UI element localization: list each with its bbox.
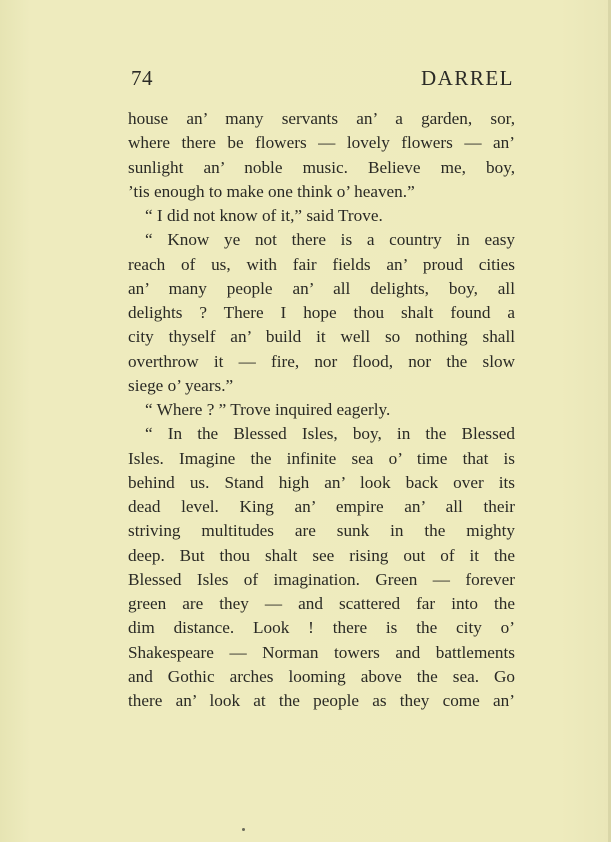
text-line: deep. But thou shalt see rising out of it the	[128, 545, 515, 565]
text-line: Isles. Imagine the infinite sea o’ time that is	[128, 448, 515, 468]
page-speck	[242, 828, 245, 831]
text-line: green are they — and scattered far into the	[128, 594, 515, 613]
text-line: “ Know ye not there is a country in easy	[145, 230, 515, 250]
text-line: striving multitudes are sunk in the mighty	[128, 521, 515, 541]
text-line: Shakespeare — Norman towers and battlements	[128, 642, 515, 662]
text-line: delights ? There I hope thou shalt found a	[128, 303, 515, 322]
text-line: city thyself an’ build it well so nothing shall	[128, 327, 515, 347]
text-line: Blessed Isles of imagination. Green — forever	[128, 569, 515, 589]
body-text	[128, 107, 515, 713]
text-line: siege o’ years.”	[128, 375, 234, 395]
text-line: an’ many people an’ all delights, boy, all	[128, 278, 515, 298]
text-line: house an’ many servants an’ a garden, sor,	[128, 109, 515, 128]
text-line: ’tis enough to make one think o’ heaven.”	[128, 181, 415, 201]
text-line: “ Where ? ” Trove inquired eagerly.	[145, 400, 391, 419]
text-line: behind us. Stand high an’ look back over its	[128, 472, 515, 492]
text-line: there an’ look at the people as they come an’	[128, 691, 515, 710]
text-line: reach of us, with fair fields an’ proud cities	[128, 254, 515, 274]
text-line: dim distance. Look ! there is the city o’	[128, 618, 515, 638]
page-number: 74	[131, 66, 153, 90]
text-line: “ In the Blessed Isles, boy, in the Blessed	[145, 424, 515, 444]
text-line: “ I did not know of it,” said Trove.	[145, 206, 383, 225]
text-line: and Gothic arches looming above the sea. Go	[128, 666, 515, 686]
text-line: sunlight an’ noble music. Believe me, boy,	[128, 157, 515, 177]
running-title: DARREL	[421, 66, 514, 90]
text-line: overthrow it — fire, nor flood, nor the slow	[128, 351, 515, 371]
text-line: dead level. King an’ empire an’ all their	[128, 497, 515, 516]
text-line: where there be flowers — lovely flowers — an’	[128, 133, 515, 153]
